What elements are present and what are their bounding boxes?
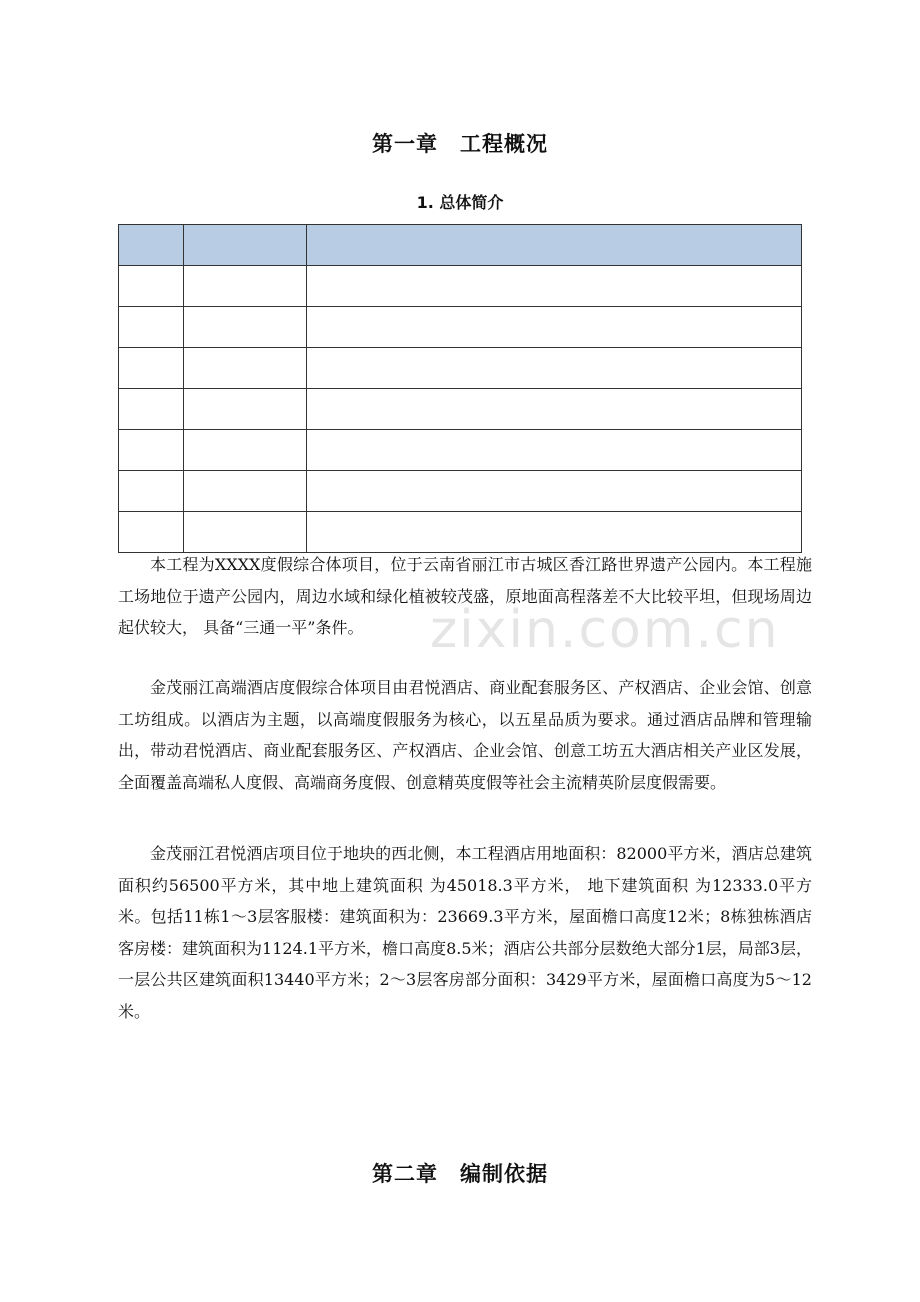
table-cell bbox=[119, 307, 184, 348]
table-row bbox=[119, 471, 802, 512]
overview-table bbox=[118, 224, 802, 553]
table-cell bbox=[307, 512, 802, 553]
paragraph-text: 金茂丽江君悦酒店项目位于地块的西北侧，本工程酒店用地面积：82000平方米，酒店总建筑面积约56500平方米，其中地上建筑面积 为45018.3平方米， 地下建筑面积 为12333.0平方米。包括11栋1～3层客服楼：建筑面积为：23669.3平方米，屋面檐口高度12米；8栋独栋酒店客房楼：建筑面积为1124.1平方米，檐口高度8.5米；酒店公共部分层数绝大部分1层，局部3层，一层公共区建筑面积13440平方米；2～3层客房部分面积：3429平方米，屋面檐口高度为5～12米。 bbox=[118, 844, 812, 1021]
paragraph-text: 本工程为XXXX度假综合体项目，位于云南省丽江市古城区香江路世界遗产公园内。本工程施工场地位于遗产公园内，周边水域和绿化植被较茂盛，原地面高程落差不大比较平坦，但现场周边起伏较大， 具备“三通一平”条件。 bbox=[118, 555, 812, 637]
table-cell bbox=[119, 266, 184, 307]
table-cell bbox=[307, 307, 802, 348]
table-header-cell bbox=[307, 225, 802, 266]
paragraph-text: 金茂丽江高端酒店度假综合体项目由君悦酒店、商业配套服务区、产权酒店、企业会馆、创意工坊组成。以酒店为主题，以高端度假服务为核心，以五星品质为要求。通过酒店品牌和管理输出，带动君悦酒店、商业配套服务区、产权酒店、企业会馆、创意工坊五大酒店相关产业区发展，全面覆盖高端私人度假、高端商务度假、创意精英度假等社会主流精英阶层度假需要。 bbox=[118, 678, 812, 792]
table-cell bbox=[119, 430, 184, 471]
table-cell bbox=[184, 307, 307, 348]
table-cell bbox=[119, 512, 184, 553]
table-header-cell bbox=[184, 225, 307, 266]
table-row bbox=[119, 266, 802, 307]
table-cell bbox=[184, 266, 307, 307]
table-row bbox=[119, 512, 802, 553]
table-cell bbox=[307, 430, 802, 471]
table-cell bbox=[184, 389, 307, 430]
table-header-cell bbox=[119, 225, 184, 266]
paragraph-project-composition bbox=[118, 672, 812, 798]
watermark-text: zixin.com.cn bbox=[430, 600, 780, 660]
section-heading-overview: 1. 总体简介 bbox=[416, 193, 504, 212]
table-cell bbox=[307, 389, 802, 430]
table-cell bbox=[307, 471, 802, 512]
table-row bbox=[119, 430, 802, 471]
chapter-1-title: 第一章 工程概况 bbox=[372, 132, 548, 156]
table-cell bbox=[184, 512, 307, 553]
table-header-row bbox=[119, 225, 802, 266]
paragraph-building-areas bbox=[118, 838, 812, 1027]
table-cell bbox=[184, 348, 307, 389]
table-cell bbox=[119, 389, 184, 430]
chapter-2-title: 第二章 编制依据 bbox=[372, 1162, 548, 1186]
table-cell bbox=[119, 471, 184, 512]
table-row bbox=[119, 348, 802, 389]
table-cell bbox=[184, 430, 307, 471]
paragraph-project-location bbox=[118, 549, 812, 644]
table-row bbox=[119, 389, 802, 430]
table-cell bbox=[184, 471, 307, 512]
table-cell bbox=[307, 348, 802, 389]
table-cell bbox=[307, 266, 802, 307]
table-row bbox=[119, 307, 802, 348]
table-cell bbox=[119, 348, 184, 389]
